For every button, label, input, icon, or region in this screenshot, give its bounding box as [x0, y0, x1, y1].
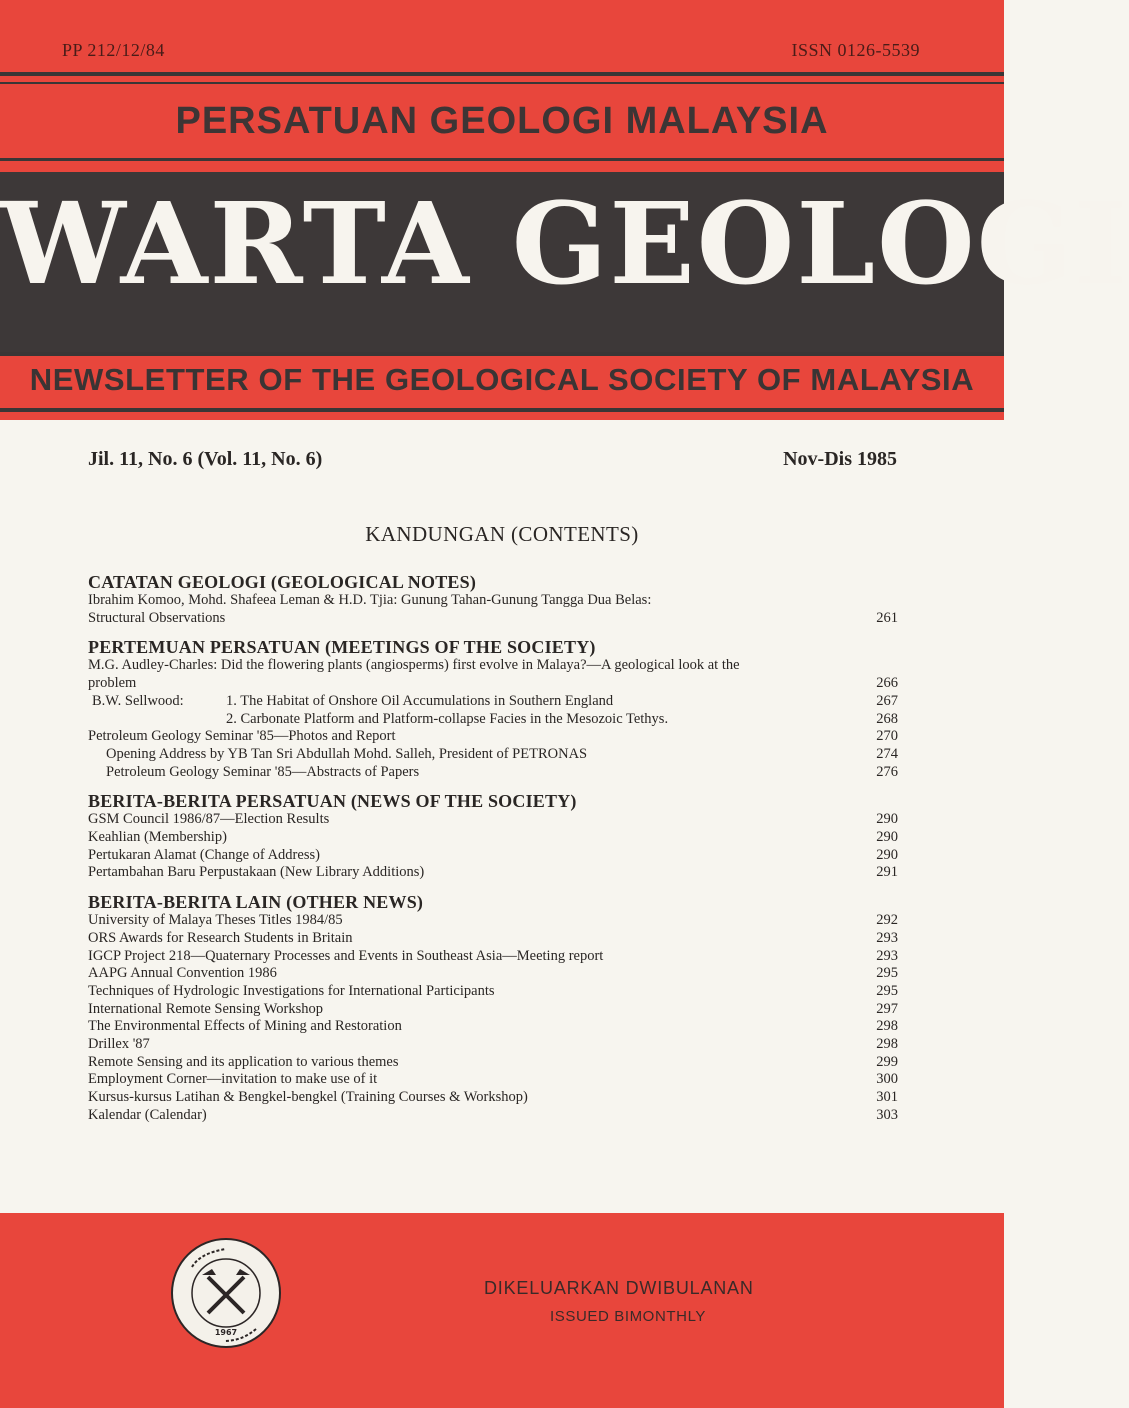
entry-text: Petroleum Geology Seminar '85—Abstracts of Papers [106, 763, 420, 780]
toc-entry [88, 1018, 898, 1036]
entry-page: 293 [876, 929, 898, 946]
entry-page: 267 [876, 692, 898, 709]
toc-entry [88, 728, 898, 746]
entry-page: 290 [876, 829, 898, 846]
issued-bimonthly-english: ISSUED BIMONTHLY [550, 1308, 707, 1325]
entry-title [88, 764, 870, 782]
entry-page [870, 657, 898, 675]
seal-year: 1967 [214, 1328, 238, 1337]
toc-entry [88, 1071, 898, 1089]
entry-title [88, 746, 870, 764]
table-of-contents [88, 572, 898, 1135]
entry-text: Kursus-kursus Latihan & Bengkel-bengkel (Training Courses & Workshop) [88, 1089, 528, 1106]
entry-text: Employment Corner—invitation to make use of it [88, 1071, 378, 1088]
entry-title [88, 1001, 870, 1019]
section-heading: CATATAN GEOLOGI (GEOLOGICAL NOTES) [88, 572, 477, 592]
entry-text: Techniques of Hydrologic Investigations for International Participants [88, 982, 495, 999]
entry-title [88, 657, 870, 675]
entry-text: 2. Carbonate Platform and Platform-collapse Facies in the Mesozoic Tethys. [226, 710, 669, 727]
entry-title [88, 1018, 870, 1036]
entry-title [88, 711, 870, 729]
entry-page [870, 592, 898, 610]
entry-title [88, 864, 870, 882]
entry-text: 1. The Habitat of Onshore Oil Accumulations in Southern England [226, 692, 614, 709]
toc-entry [88, 764, 898, 782]
entry-title [88, 592, 870, 610]
section-heading: BERITA-BERITA LAIN (OTHER NEWS) [88, 892, 424, 913]
toc-entry [88, 1054, 898, 1072]
toc-entry [88, 1036, 898, 1054]
entry-text: Petroleum Geology Seminar '85—Photos and Report [88, 728, 396, 745]
postal-permit: PP 212/12/84 [62, 40, 165, 60]
entry-page: 293 [876, 947, 898, 964]
top-rule [0, 72, 1004, 76]
toc-entry [88, 711, 898, 729]
society-seal-icon [170, 1237, 282, 1349]
toc-entry [88, 1001, 898, 1019]
toc-entry [88, 675, 898, 693]
entry-title [88, 948, 870, 966]
entry-text: The Environmental Effects of Mining and Restoration [88, 1018, 402, 1035]
mid-rule [0, 158, 1004, 161]
entry-title [88, 1089, 870, 1107]
society-name: PERSATUAN GEOLOGI MALAYSIA [175, 100, 829, 142]
entry-page: 295 [876, 982, 898, 999]
entry-title [88, 912, 870, 930]
issued-bimonthly-malay: DIKELUARKAN DWIBULANAN [484, 1278, 754, 1298]
toc-entry [88, 693, 898, 711]
entry-title [88, 930, 870, 948]
entry-page: 299 [876, 1053, 898, 1070]
entry-title [88, 1036, 870, 1054]
entry-text: Structural Observations [88, 609, 226, 626]
entry-page: 268 [876, 710, 898, 727]
toc-entry [88, 592, 898, 610]
toc-entry [88, 912, 898, 930]
entry-page: 290 [876, 811, 898, 828]
masthead-title: WARTA GEOLOGI [0, 179, 1129, 310]
toc-section [88, 572, 898, 627]
entry-title [88, 1071, 870, 1089]
entry-title [88, 983, 870, 1001]
entry-title [88, 847, 870, 865]
toc-entry [88, 847, 898, 865]
toc-entry [88, 864, 898, 882]
toc-section [88, 637, 898, 781]
toc-entry [88, 930, 898, 948]
entry-title [88, 1107, 870, 1125]
entry-page: 301 [876, 1089, 898, 1106]
toc-entry [88, 829, 898, 847]
bottom-rule [0, 408, 1004, 412]
top-rule-thin [0, 82, 1004, 84]
entry-page: 266 [876, 675, 898, 692]
toc-entry [88, 811, 898, 829]
toc-entry [88, 657, 898, 675]
entry-title [88, 811, 870, 829]
entry-page: 300 [876, 1071, 898, 1088]
issue-date: Nov-Dis 1985 [783, 448, 897, 470]
cover-footer [0, 1213, 1004, 1408]
entry-page: 303 [876, 1106, 898, 1123]
issn-number: ISSN 0126-5539 [791, 40, 920, 60]
entry-author-prefix: B.W. Sellwood: [92, 692, 184, 709]
section-heading: BERITA-BERITA PERSATUAN (NEWS OF THE SOCIETY) [88, 791, 577, 812]
entry-page: 274 [876, 745, 898, 762]
entry-title [88, 693, 870, 711]
entry-text: problem [88, 675, 137, 692]
entry-page: 297 [876, 1000, 898, 1017]
entry-text: Ibrahim Komoo, Mohd. Shafeea Leman & H.D. Tjia: Gunung Tahan-Gunung Tangga Dua Belas: [88, 592, 652, 608]
entry-title [88, 829, 870, 847]
toc-entry [88, 948, 898, 966]
toc-entry [88, 1107, 898, 1125]
entry-page: 270 [876, 728, 898, 745]
entry-text: Remote Sensing and its application to various themes [88, 1053, 399, 1070]
toc-entry [88, 746, 898, 764]
entry-text: AAPG Annual Convention 1986 [88, 965, 277, 982]
entry-title [88, 728, 870, 746]
entry-page: 290 [876, 846, 898, 863]
toc-entry [88, 1089, 898, 1107]
entry-text: International Remote Sensing Workshop [88, 1000, 323, 1017]
volume-info: Jil. 11, No. 6 (Vol. 11, No. 6) [88, 448, 323, 470]
entry-page: 276 [876, 763, 898, 780]
toc-entry [88, 965, 898, 983]
entry-text: ORS Awards for Research Students in Britain [88, 929, 353, 946]
entry-text: Drillex '87 [88, 1036, 150, 1053]
entry-page: 298 [876, 1036, 898, 1053]
entry-page: 298 [876, 1018, 898, 1035]
entry-text: University of Malaya Theses Titles 1984/85 [88, 912, 343, 929]
lower-rule [0, 352, 1004, 356]
toc-section [88, 791, 898, 882]
entry-title [88, 610, 870, 628]
cover-header [0, 0, 1129, 420]
entry-page: 292 [876, 912, 898, 929]
entry-text: GSM Council 1986/87—Election Results [88, 811, 330, 828]
toc-section [88, 892, 898, 1124]
entry-title [88, 965, 870, 983]
entry-text: Keahlian (Membership) [88, 829, 227, 846]
entry-page: 261 [876, 609, 898, 626]
entry-title [88, 675, 870, 693]
toc-entry [88, 983, 898, 1001]
entry-page: 291 [876, 864, 898, 881]
entry-text: Opening Address by YB Tan Sri Abdullah Mohd. Salleh, President of PETRONAS [106, 745, 588, 762]
newsletter-subtitle: NEWSLETTER OF THE GEOLOGICAL SOCIETY OF MALAYSIA [29, 362, 975, 397]
contents-heading: KANDUNGAN (CONTENTS) [365, 522, 639, 546]
section-heading: PERTEMUAN PERSATUAN (MEETINGS OF THE SOCIETY) [88, 637, 596, 658]
entry-page: 295 [876, 965, 898, 982]
entry-title [88, 1054, 870, 1072]
entry-text: IGCP Project 218—Quaternary Processes and Events in Southeast Asia—Meeting report [88, 947, 604, 964]
entry-text: Pertukaran Alamat (Change of Address) [88, 846, 320, 863]
entry-text: M.G. Audley-Charles: Did the flowering plants (angiosperms) first evolve in Malaya?—A geological look at the [88, 657, 740, 674]
toc-entry [88, 610, 898, 628]
entry-text: Kalendar (Calendar) [88, 1106, 207, 1123]
entry-text: Pertambahan Baru Perpustakaan (New Library Additions) [88, 864, 425, 881]
